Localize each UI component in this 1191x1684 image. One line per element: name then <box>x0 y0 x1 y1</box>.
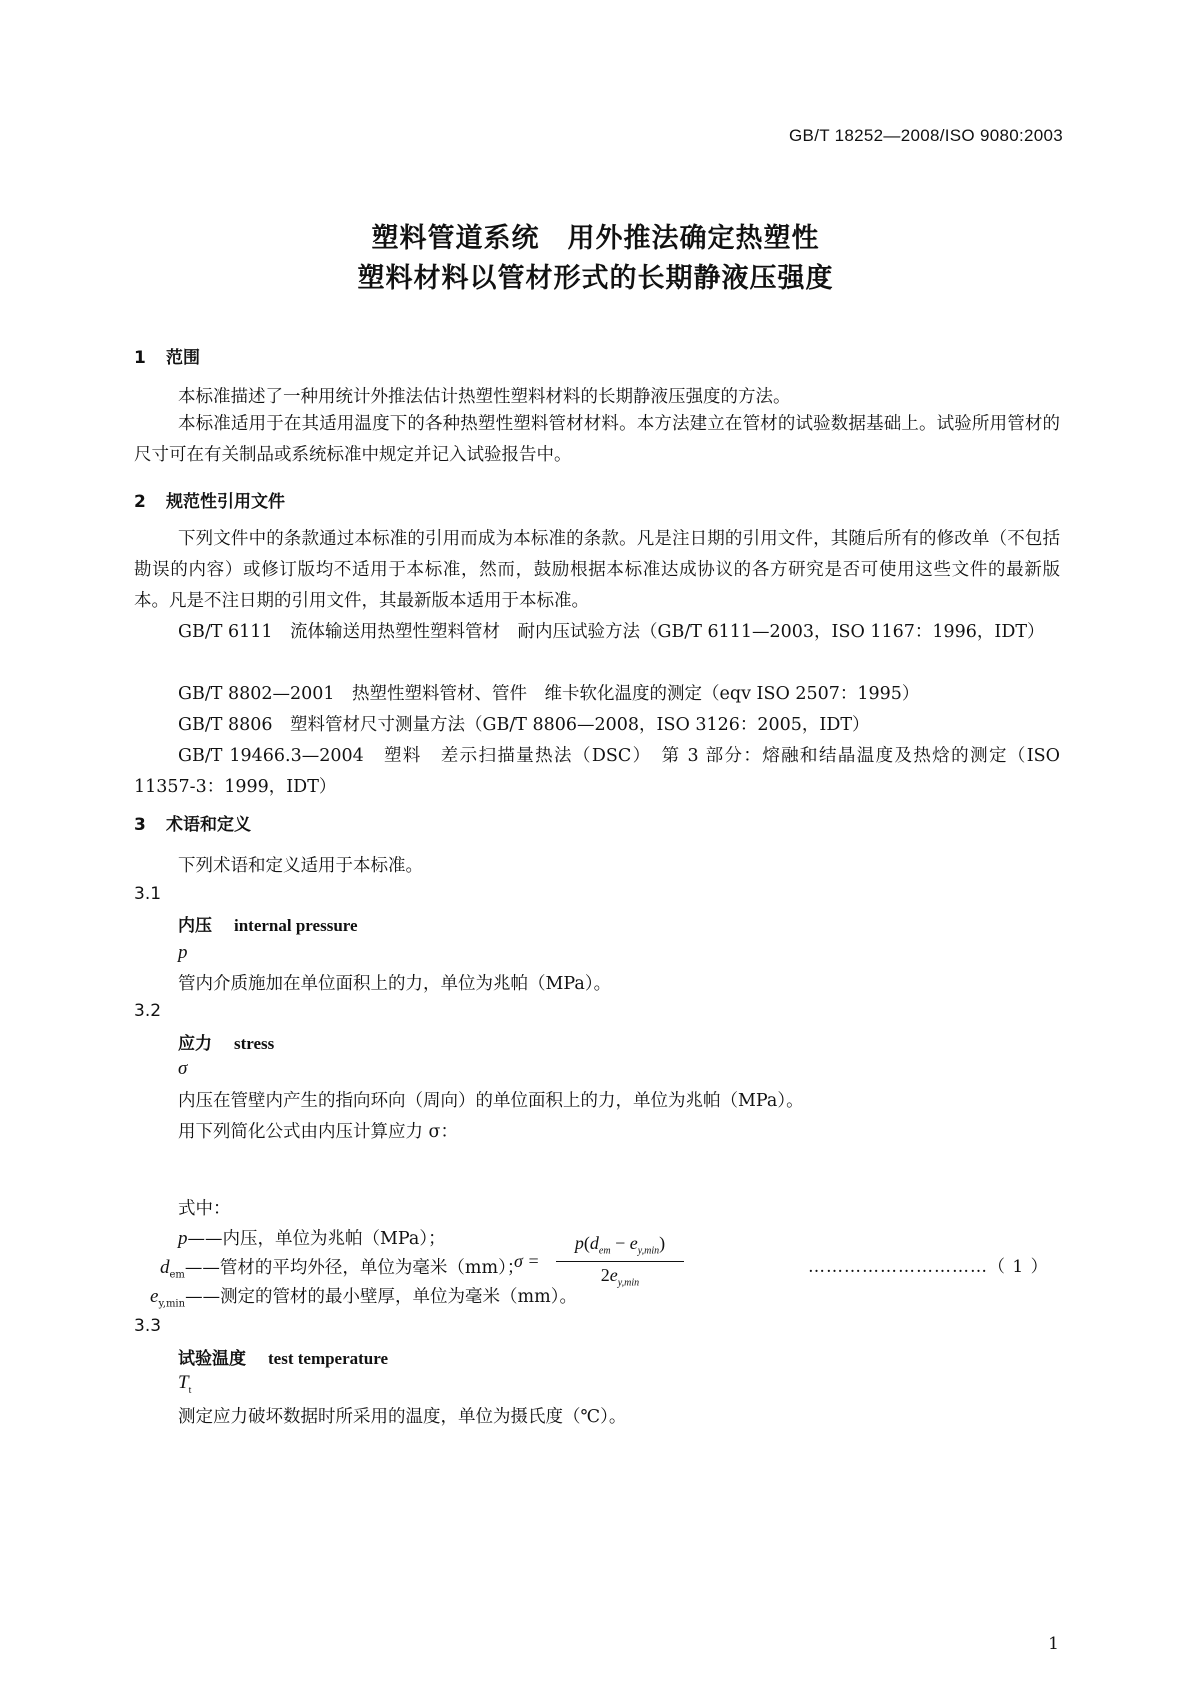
section-number: 1 <box>134 348 146 368</box>
title-line-2: 塑料材料以管材形式的长期静液压强度 <box>357 263 834 294</box>
s1-paragraph-1: 本标准描述了一种用统计外推法估计热塑性塑料材料的长期静液压强度的方法。 <box>178 387 791 407</box>
term-3-1 <box>178 911 358 936</box>
s1-paragraph-2: 本标准适用于在其适用温度下的各种热塑性塑料管材材料。本方法建立在管材的试验数据基础上。试验所用管材的尺寸可在有关制品或系统标准中规定并记入试验报告中。 <box>134 414 1060 465</box>
formula-denominator: $2e_{y,min}$ <box>600 1265 640 1289</box>
fraction-bar <box>556 1261 684 1262</box>
section-2-heading <box>134 487 285 512</box>
equation-number: …………………………（ 1 ） <box>808 1257 1049 1277</box>
section-3-heading <box>134 810 251 835</box>
term-en: test temperature <box>268 1349 389 1368</box>
reference-3: GB/T 8806 塑料管材尺寸测量方法（GB/T 8806—2008，ISO 3126：2005，IDT） <box>178 715 870 735</box>
term-3-2 <box>178 1029 274 1054</box>
where-item-eymin: $e_{y,min}——$测定的管材的最小壁厚，单位为毫米（mm）。 <box>150 1286 577 1310</box>
section-title: 规范性引用文件 <box>166 492 285 512</box>
clause-number-3-2: 3.2 <box>134 1001 162 1021</box>
formula-lhs: σ = <box>514 1251 540 1271</box>
reference-4: GB/T 19466.3—2004 塑料 差示扫描量热法（DSC） 第 3 部分：熔融和结晶温度及热焓的测定（ISO 11357-3：1999，IDT） <box>134 746 1060 797</box>
term-3-3 <box>178 1344 388 1369</box>
term-en: internal pressure <box>234 916 358 935</box>
section-number: 2 <box>134 492 146 512</box>
definition-3-1: 管内介质施加在单位面积上的力，单位为兆帕（MPa）。 <box>178 974 612 994</box>
symbol-Tt: $T_t$ <box>178 1372 192 1396</box>
title-line-1: 塑料管道系统 用外推法确定热塑性 <box>371 223 820 254</box>
formula-intro: 用下列简化公式由内压计算应力 σ： <box>178 1122 459 1142</box>
definition-3-3: 测定应力破坏数据时所采用的温度，单位为摄氏度（℃）。 <box>178 1407 627 1427</box>
where-item-dem: $d_{em}——$管材的平均外径，单位为毫米（mm）； <box>160 1257 525 1281</box>
s3-intro: 下列术语和定义适用于本标准。 <box>178 856 423 876</box>
reference-2: GB/T 8802—2001 热塑性塑料管材、管件 维卡软化温度的测定（eqv ISO 2507：1995） <box>178 684 920 704</box>
section-title: 范围 <box>166 348 200 368</box>
definition-3-2: 内压在管壁内产生的指向环向（周向）的单位面积上的力，单位为兆帕（MPa）。 <box>178 1091 804 1111</box>
symbol-p: p <box>178 942 188 963</box>
section-1-heading <box>134 343 200 368</box>
term-zh: 内压 <box>178 916 212 936</box>
page-number: 1 <box>1048 1634 1059 1654</box>
section-number: 3 <box>134 815 146 835</box>
clause-number-3-3: 3.3 <box>134 1316 162 1336</box>
clause-number-3-1: 3.1 <box>134 884 162 904</box>
term-en: stress <box>234 1034 275 1053</box>
s2-paragraph-1: 下列文件中的条款通过本标准的引用而成为本标准的条款。凡是注日期的引用文件，其随后所有的修改单（不包括勘误的内容）或修订版均不适用于本标准，然而，鼓励根据本标准达成协议的各方研究是否可使用这些文件的最新版本。凡是不注日期的引用文件，其最新版本适用于本标准。 <box>134 529 1060 611</box>
term-zh: 试验温度 <box>178 1349 246 1369</box>
section-title: 术语和定义 <box>166 815 251 835</box>
reference-1: GB/T 6111 流体输送用热塑性塑料管材 耐内压试验方法（GB/T 6111—2003，ISO 1167：1996，IDT） <box>178 622 1045 642</box>
standard-number: GB/T 18252—2008/ISO 9080:2003 <box>789 126 1063 145</box>
term-zh: 应力 <box>178 1034 212 1054</box>
where-label: 式中： <box>178 1199 231 1219</box>
symbol-sigma: σ <box>178 1058 188 1079</box>
where-item-p: p——内压，单位为兆帕（MPa）； <box>178 1228 446 1249</box>
formula-numerator: $p(d_{em} - e_{y,min})$ <box>574 1233 666 1257</box>
